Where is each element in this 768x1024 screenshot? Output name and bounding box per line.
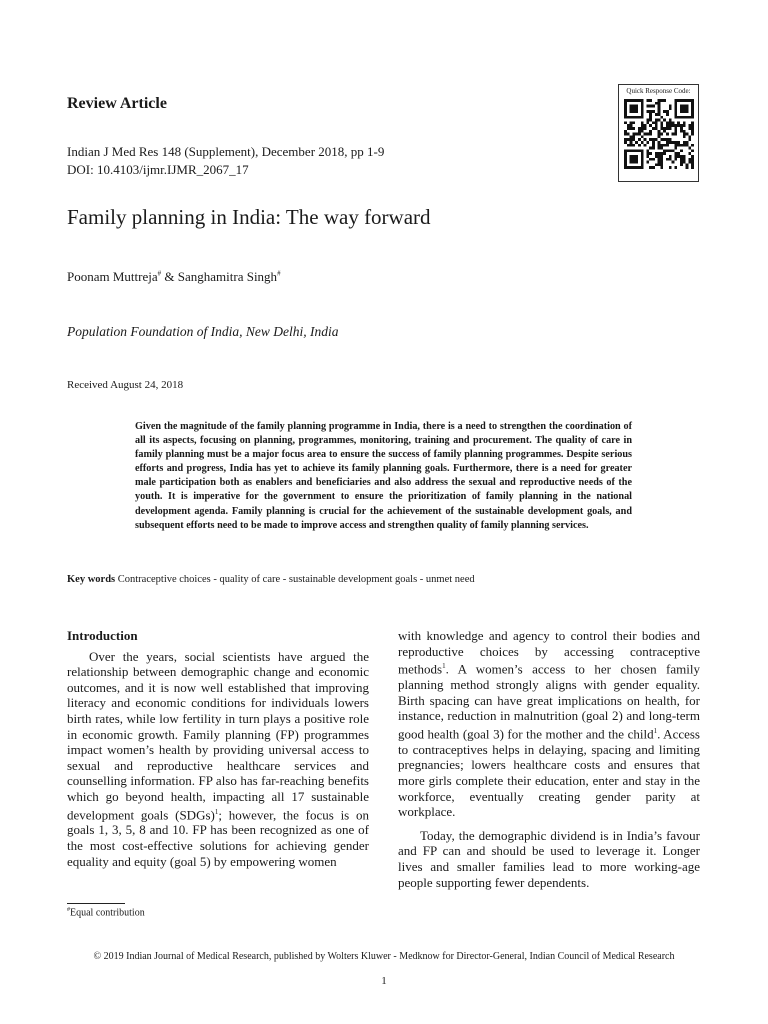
body-text: Over the years, social scientists have argued the relationship between demographic change and economic outcomes, and it is now well established that improving literacy and economic conditions for individuals lowers birth rates, while low fertility in turn plays a positive role in economic growth. Family planning (FP) programmes impact women’s health by providing universal access to sexual and reproductive healthcare services and counselling information. FP also has far-reaching benefits which go beyond health, impacting all 17 sustainable development goals (SDGs) bbox=[67, 648, 369, 822]
citation bbox=[67, 143, 384, 179]
authors bbox=[67, 269, 281, 285]
citation-journal: Indian J Med Res 148 (Supplement), December 2018, pp 1-9 bbox=[67, 144, 385, 159]
author-name: Sanghamitra Singh bbox=[177, 269, 278, 284]
footnote bbox=[67, 907, 145, 918]
affiliation: Population Foundation of India, New Delhi, India bbox=[67, 324, 339, 339]
abstract: Given the magnitude of the family planning programme in India, there is a need to strengthen the coordination of all its aspects, focusing on planning, programmes, monitoring, training and procurement. The quality of care in family planning must be a major focus area to ensure the success of family planning programmes. Despite serious efforts and progress, India has yet to achieve its family planning goals. Furthermore, there is a need for greater male participation both as enablers and beneficiaries and also address the sexual and reproductive needs of the youth. It is imperative for the government to ensure the prioritization of family planning in the national development agenda. Family planning is crucial for the achievement of the sustainable development goals, and subsequent efforts need to be made to improve access and strengthen quality of family planning services. bbox=[135, 421, 632, 531]
page-number: 1 bbox=[381, 975, 387, 987]
section-heading: Introduction bbox=[67, 628, 138, 643]
body-column-right bbox=[398, 628, 700, 890]
author-mark: # bbox=[277, 269, 281, 278]
paper-title: Family planning in India: The way forward bbox=[67, 205, 431, 229]
footnote-mark: # bbox=[67, 907, 70, 913]
author-separator: & bbox=[161, 269, 178, 284]
body-text: with knowledge and agency to control their bodies and reproductive choices by accessing contraceptive methods bbox=[398, 628, 700, 677]
qr-code-image bbox=[624, 99, 694, 169]
keywords bbox=[67, 574, 475, 585]
body-paragraph: Today, the demographic dividend is in India’s favour and FP can and should be used to leverage it. Longer lives and smaller families lead to more working-age people supporting fewer dependents. bbox=[398, 827, 700, 890]
citation-ref: 1 bbox=[214, 807, 219, 816]
keywords-label: Key words bbox=[67, 574, 116, 585]
body-paragraph bbox=[398, 628, 700, 820]
keywords-text: Contraceptive choices - quality of care - sustainable development goals - unmet need bbox=[115, 574, 475, 585]
author-name: Poonam Muttreja bbox=[67, 269, 158, 284]
footnote-text: Equal contribution bbox=[70, 907, 145, 919]
citation-doi: DOI: 10.4103/ijmr.IJMR_2067_17 bbox=[67, 162, 249, 177]
body-text: . A women’s access to her chosen family planning method strongly aligns with gender equality. Birth spacing can have great implications on health, for instance, reduction in malnutrition (goal 2) and long-term good health (goal 3) for the mother and the child bbox=[398, 661, 700, 742]
qr-code-box bbox=[618, 84, 699, 182]
copyright-notice: © 2019 Indian Journal of Medical Research, published by Wolters Kluwer - Medknow for Director-General, Indian Council of Medical Research bbox=[93, 951, 675, 962]
body-paragraph bbox=[67, 649, 369, 870]
body-text: ; however, the focus is on goals 1, 3, 5, 8 and 10. FP has been recognized as one of the most cost-effective solutions for achieving gender equality and equity (goal 5) by empowering women bbox=[67, 806, 370, 869]
author-mark: # bbox=[157, 269, 162, 278]
body-text: . Access to contraceptives helps in delaying, spacing and limiting pregnancies; lowers healthcare costs and ensures that more girls complete their education, enter and stay in the workforce, eventually creating gender parity at workplace. bbox=[398, 726, 700, 820]
body-column-left bbox=[67, 628, 369, 869]
citation-ref: 1 bbox=[442, 662, 446, 671]
article-type: Review Article bbox=[67, 95, 167, 112]
qr-label: Quick Response Code: bbox=[626, 87, 691, 95]
received-date: Received August 24, 2018 bbox=[67, 379, 184, 391]
footnote-divider bbox=[67, 903, 125, 904]
citation-ref: 1 bbox=[653, 726, 658, 735]
